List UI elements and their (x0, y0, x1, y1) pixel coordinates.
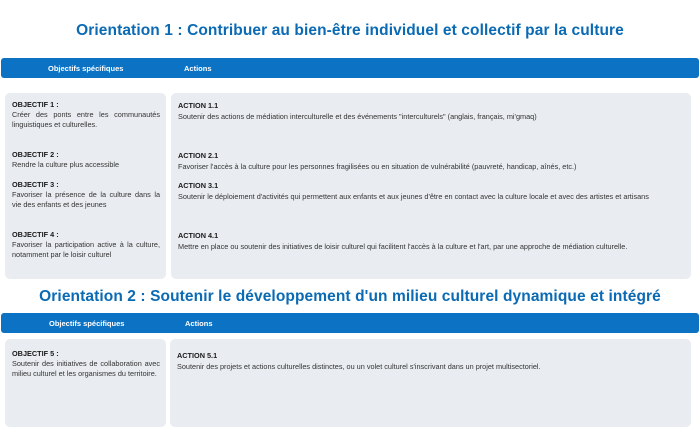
objective-label: OBJECTIF 3 : (12, 180, 59, 189)
objective-2 (12, 150, 160, 170)
orientation-2-header-bar (1, 313, 699, 333)
column-header-actions: Actions (185, 319, 213, 328)
objective-text: Rendre la culture plus accessible (12, 159, 120, 169)
column-header-objectives: Objectifs spécifiques (48, 64, 124, 73)
orientation-1-title: Orientation 1 : Contribuer au bien-être individuel et collectif par la culture (76, 22, 624, 39)
objective-label: OBJECTIF 4 : (12, 230, 59, 239)
action-text: Soutenir des actions de médiation interculturelle et des événements "interculturels" (anglais, français, mi'gmaq) (178, 111, 537, 121)
objective-text: Créer des ponts entre les communautés linguistiques et culturelles. (12, 109, 160, 129)
objectives-panel-1 (5, 93, 166, 279)
column-header-actions: Actions (184, 64, 212, 73)
action-4-1 (178, 231, 686, 252)
action-text: Favoriser l'accès à la culture pour les personnes fragilisées ou en situation de vulnérabilité (pauvreté, handicap, aînés, etc.) (178, 161, 577, 171)
objective-label: OBJECTIF 2 : (12, 150, 59, 159)
action-label: ACTION 1.1 (178, 101, 219, 110)
action-2-1 (178, 151, 686, 172)
actions-panel-1 (171, 93, 691, 279)
orientation-1-header-bar (1, 58, 699, 78)
action-label: ACTION 4.1 (178, 231, 219, 240)
objective-text: Favoriser la présence de la culture dans la vie des enfants et des jeunes (12, 189, 160, 209)
objective-3 (12, 180, 160, 209)
orientation-2-title: Orientation 2 : Soutenir le développement d'un milieu culturel dynamique et intégré (39, 288, 661, 305)
objective-text: Soutenir des initiatives de collaboration avec milieu culturel et les organismes du territoire. (12, 358, 160, 378)
objective-5 (12, 349, 160, 378)
actions-panel-2 (170, 339, 691, 427)
action-5-1 (177, 351, 685, 372)
action-label: ACTION 3.1 (178, 181, 219, 190)
objectives-panel-2 (5, 339, 166, 427)
action-label: ACTION 5.1 (177, 351, 218, 360)
objective-text: Favoriser la participation active à la culture, notamment par le loisir culturel (12, 239, 160, 259)
action-text: Mettre en place ou soutenir des initiatives de loisir culturel qui facilitent l'accès à la culture et l'art, par une approche de médiation culturelle. (178, 241, 628, 251)
column-header-objectives: Objectifs spécifiques (49, 319, 125, 328)
action-1-1 (178, 101, 686, 122)
objective-1 (12, 100, 160, 129)
action-3-1 (178, 181, 686, 202)
action-text: Soutenir des projets et actions culturelles distinctes, ou un volet culturel s'inscrivant dans un projet multisectoriel. (177, 361, 541, 371)
action-text: Soutenir le déploiement d'activités qui permettent aux enfants et aux jeunes d'être en contact avec la culture locale et avec des artistes et artisans (178, 191, 649, 201)
objective-label: OBJECTIF 1 : (12, 100, 59, 109)
objective-label: OBJECTIF 5 : (12, 349, 59, 358)
objective-4 (12, 230, 160, 259)
action-label: ACTION 2.1 (178, 151, 219, 160)
